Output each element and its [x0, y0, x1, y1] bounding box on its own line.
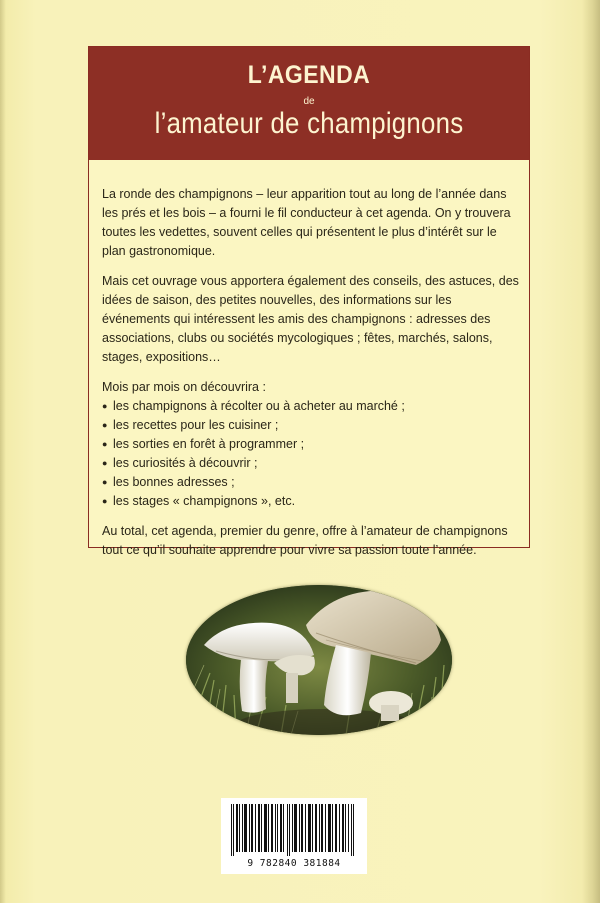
- description: [102, 185, 522, 560]
- bullet-icon: ●: [102, 401, 108, 411]
- bullet-icon: ●: [102, 439, 108, 449]
- paragraph-2: Mais cet ouvrage vous apportera également des conseils, des astuces, des idées de saison, des petites nouvelles, des informations sur les événements qui intéressent les amis des champignons : adresses des associations, clubs ou sociétés mycologiques ; fêtes, marchés, salons, stages, expositions…: [102, 274, 519, 364]
- list-item: ● les curiosités à découvrir ;: [102, 454, 522, 473]
- title-band: [89, 47, 529, 160]
- isbn-number: 9 782840 381884: [247, 858, 341, 869]
- title-agenda: L’AGENDA: [247, 61, 371, 89]
- list-item: ● les sorties en forêt à programmer ;: [102, 435, 522, 454]
- list-item: ● les bonnes adresses ;: [102, 473, 522, 492]
- cover-spine-edge: [582, 0, 600, 903]
- title-de: de: [303, 96, 315, 107]
- list-item: ● les stages « champignons », etc.: [102, 492, 522, 511]
- barcode-icon: [231, 804, 355, 856]
- list-intro: Mois par mois on découvrira :: [102, 380, 266, 394]
- bullet-icon: ●: [102, 420, 108, 430]
- barcode: [221, 798, 367, 874]
- bullet-icon: ●: [102, 458, 108, 468]
- text-panel: [88, 46, 530, 557]
- list-item: ● les champignons à récolter ou à acheter au marché ;: [102, 397, 522, 416]
- feature-list: [102, 397, 522, 511]
- mushrooms-in-grass-photo: [186, 585, 452, 735]
- paragraph-1: La ronde des champignons – leur apparition tout au long de l’année dans les prés et les bois – a fourni le fil conducteur à cet agenda. On y trouvera toutes les vedettes, souvent celles qui présentent le plus d’intérêt sur le plan gastronomique.: [102, 187, 511, 258]
- bullet-icon: ●: [102, 496, 108, 506]
- cover-left-edge: [0, 0, 6, 903]
- paragraph-3: Au total, cet agenda, premier du genre, offre à l’amateur de champignons tout ce qu’il souhaite apprendre pour vivre sa passion toute l’année.: [102, 524, 508, 557]
- mushroom-illustration: [186, 585, 452, 735]
- title-main: l’amateur de champignons: [154, 107, 464, 140]
- list-item: ● les recettes pour les cuisiner ;: [102, 416, 522, 435]
- bullet-icon: ●: [102, 477, 108, 487]
